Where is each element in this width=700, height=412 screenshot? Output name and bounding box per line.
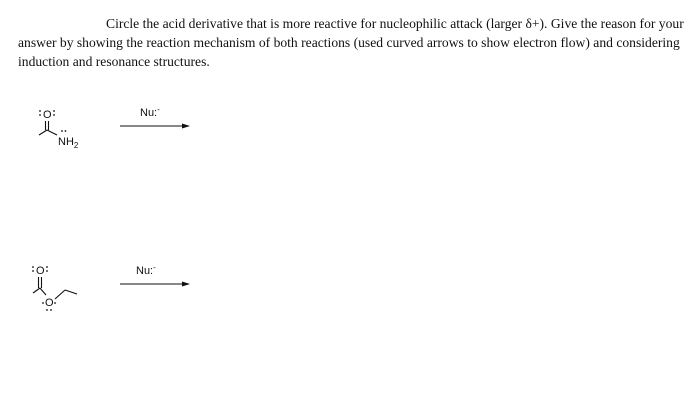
ester-structure <box>30 256 116 320</box>
ethyl-bond <box>65 290 77 294</box>
methyl-bond-2 <box>33 288 40 293</box>
amide-structure <box>30 100 110 160</box>
o-ethyl-bond <box>55 290 65 299</box>
reaction-arrow-2 <box>118 262 194 292</box>
carbonyl-oxygen-label-2: O <box>36 265 45 277</box>
nucleophile-label-1: Nu:- <box>140 105 160 119</box>
c-o-bond <box>40 288 46 295</box>
arrow-head-1 <box>182 124 190 129</box>
c-n-bond <box>47 130 57 135</box>
carbonyl-oxygen-label: O <box>43 109 52 121</box>
ester-oxygen-label: O <box>45 297 54 309</box>
methyl-bond <box>39 130 47 135</box>
arrow-head-2 <box>182 282 190 287</box>
reaction-arrow-1 <box>118 104 194 134</box>
nucleophile-label-2: Nu:- <box>136 263 156 277</box>
nitrogen-label: $NH_2$ <box>58 136 79 150</box>
question-text: Circle the acid derivative that is more reactive for nucleophilic attack (larger δ+). Give the reason for your answer by showing the reaction mechanism of both reactions (used curved arrows to show electron flow) and considering induction and resonance structures. <box>18 16 684 69</box>
